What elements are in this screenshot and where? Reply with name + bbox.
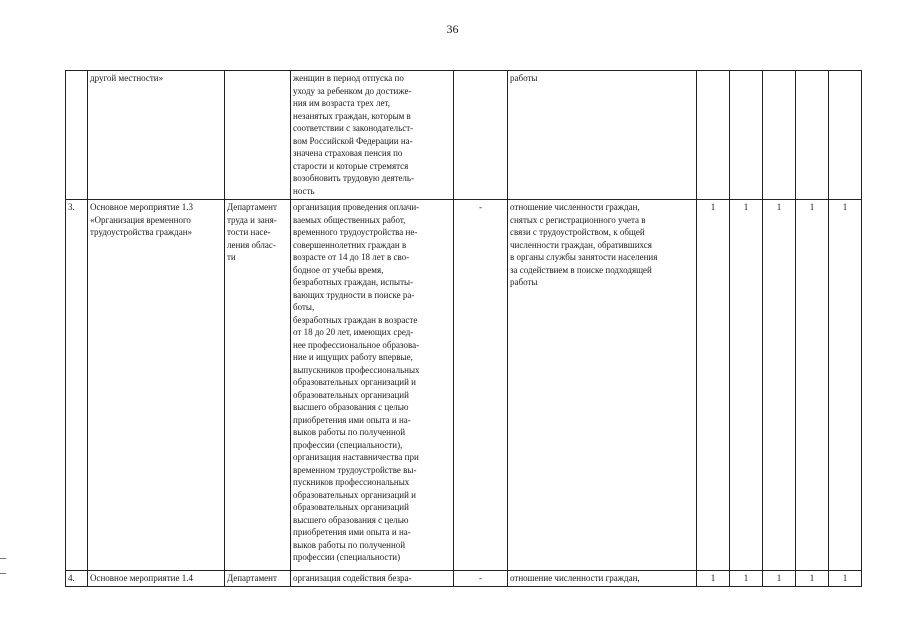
- event-cell: Основное мероприятие 1.3 «Организация временного трудоустройства граждан»: [88, 200, 225, 571]
- value-cell: 1: [829, 571, 862, 587]
- executor-cell: Департамент труда и заня- тости насе- ления облас- ти: [225, 200, 291, 571]
- indicator-cell: работы: [508, 71, 697, 200]
- measures-cell: организация содействия безра-: [291, 571, 454, 587]
- dash-cell: -: [454, 571, 508, 587]
- table-row: [66, 71, 862, 200]
- value-cell: [763, 71, 796, 200]
- margin-mark: [0, 558, 6, 574]
- value-cell: 1: [829, 200, 862, 571]
- table-row: [66, 200, 862, 571]
- value-cell: 1: [796, 571, 829, 587]
- measures-cell: женщин в период отпуска по уходу за ребенком до достиже- ния им возраста трех лет, незанятых граждан, которым в соответствии с законодательст- вом Российской Федерации на- значена страховая пенсия по старости и которые стремятся возобновить трудовую деятель- ность: [291, 71, 454, 200]
- value-cell: 1: [697, 200, 730, 571]
- row-number: 4.: [66, 571, 88, 587]
- dash-cell: [454, 71, 508, 200]
- value-cell: 1: [730, 571, 763, 587]
- value-cell: 1: [763, 571, 796, 587]
- value-cell: 1: [730, 200, 763, 571]
- executor-cell: Департамент: [225, 571, 291, 587]
- page-number: 36: [446, 22, 459, 36]
- executor-cell: [225, 71, 291, 200]
- indicator-cell: отношение численности граждан,: [508, 571, 697, 587]
- event-cell: Основное мероприятие 1.4: [88, 571, 225, 587]
- program-table: [65, 70, 862, 587]
- value-cell: 1: [697, 571, 730, 587]
- value-cell: [730, 71, 763, 200]
- measures-cell: организация проведения оплачи- ваемых общественных работ, временного трудоустройства не- совершеннолетних граждан в возрасте от 14 до 18 лет в сво- бодное от учебы время, безработных граждан, испыты- вающих трудности в поиске ра- боты, безработных граждан в возрасте от 18 до 20 лет, имеющих сред- нее профессиональное образова- ние и ищущих работу впервые, выпускников профессиональных образовательных организаций и образовательных организаций высшего образования с целью приобретения ими опыта и на- выков работы по полученной профессии (специальности), организация наставничества при временном трудоустройстве вы- пускников профессиональных образовательных организаций и образовательных организаций высшего образования с целью приобретения ими опыта и на- выков работы по полученной профессии (специальности): [291, 200, 454, 571]
- row-number: [66, 71, 88, 200]
- indicator-cell: отношение численности граждан, снятых с регистрационного учета в связи с трудоустройством, к общей численности граждан, обратившихся в органы службы занятости населения за содействием в поиске подходящей работы: [508, 200, 697, 571]
- value-cell: [829, 71, 862, 200]
- value-cell: [796, 71, 829, 200]
- table-row: [66, 571, 862, 587]
- event-cell: другой местности»: [88, 71, 225, 200]
- value-cell: 1: [763, 200, 796, 571]
- value-cell: 1: [796, 200, 829, 571]
- value-cell: [697, 71, 730, 200]
- row-number: 3.: [66, 200, 88, 571]
- dash-cell: -: [454, 200, 508, 571]
